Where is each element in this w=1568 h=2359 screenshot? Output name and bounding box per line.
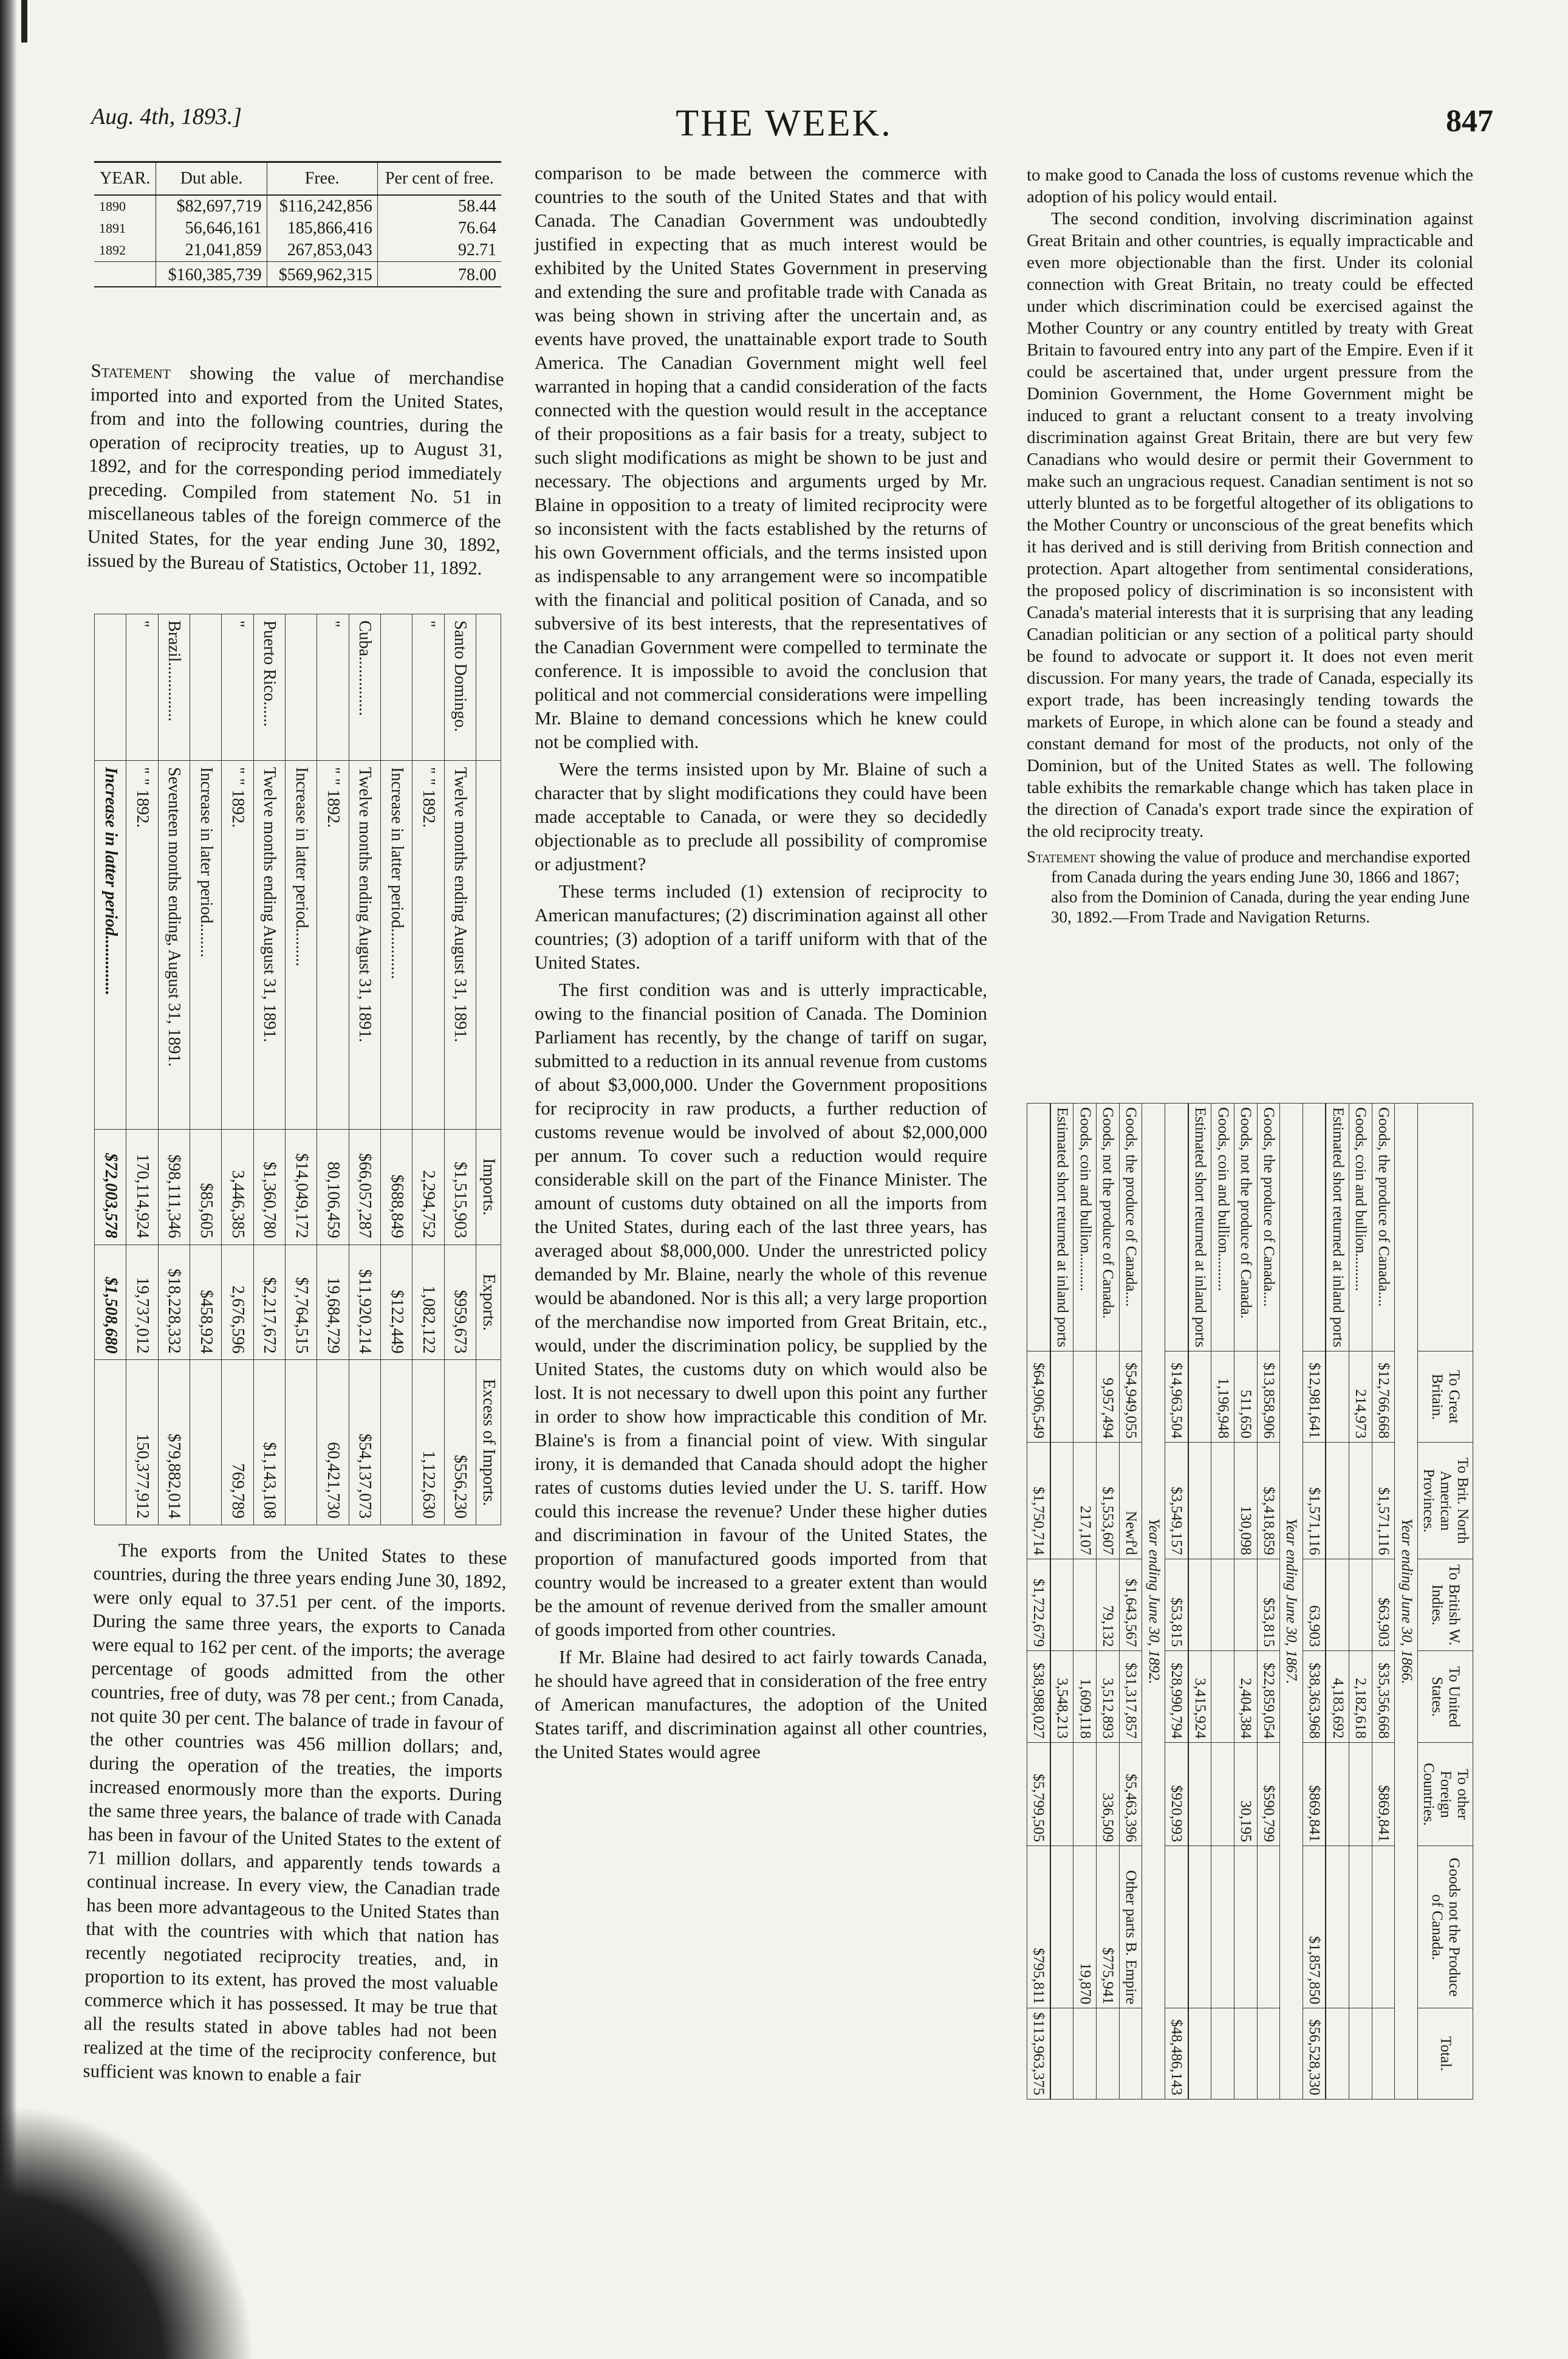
table-row [190,614,222,1525]
page-number: 847 [1446,104,1493,139]
table-cell: $38,988,027 [1027,1651,1050,1743]
table-cell [1326,1743,1349,1846]
table-cell: $35,356,668 [1372,1651,1395,1743]
table-cell [1211,1443,1234,1559]
table-cell: $1,360,780 [253,1129,285,1245]
table-row [1073,1104,1097,2100]
table-cell: $18,228,332 [158,1245,190,1360]
table-cell: 1892 [94,239,156,262]
table-cell: 21,041,859 [156,239,267,262]
paragraph: The exports from the United States to these countries, during the three years ending June 30, 1892, were only equal to 37.51 per cent. of the imports. During the same three years, the exports to Canada were equal to 162 per cent. of the imports; the average percentage of goods admitted from the other countries, free of duty, was 78 per cent.; from Canada, not quite 30 per cent. The balance of trade in favour of the other countries was 456 million dollars; and, during the operation of the treaties, the imports increased enormously more than the exports. During the same three years, the balance of trade with Canada has been in favour of the United States to the extent of 71 million dollars, and apparently tends towards a continual increase. In every view, the Canadian trade has been more advantageous to the United States than that with the countries with which that nation has recently negotiated reciprocity treaties, and, in proportion to its extent, has proved the most valuable commerce which it has possessed. It may be true that all the results stated in above tables had not been realized at the time of the reciprocity conference, but sufficient was known to enable a fair [83,1539,507,2087]
countries-table-rotated [94,614,501,1525]
table-header: To other Foreign Countries. [1418,1743,1473,1846]
table-cell: Estimated short returned at inland ports [1326,1104,1349,1351]
table-cell: $869,841 [1372,1743,1395,1846]
table-cell [1326,1846,1349,2008]
table-cell: $13,858,906 [1257,1351,1280,1443]
column-1-body [83,1537,507,2091]
table-total-row [1303,1104,1326,2100]
table-cell: $775,941 [1097,1846,1120,2008]
years-table-header: YEAR. [94,162,156,196]
table-cell: 511,650 [1234,1351,1257,1443]
table-row [1257,1104,1280,2100]
table-cell: $98,111,346 [158,1129,190,1245]
table-cell: $869,841 [1303,1743,1326,1846]
table-cell [1349,2008,1372,2100]
paragraph: The second condition, involving discrimination against Great Britain and other countries, is equally impracticable and even more objectionable than the first. Under its colonial connection with Great Britain, no treaty could be effected under which discrimination could be exercised against the Mother Country or any country entitled by treaty with Great Britain to favoured entry into any part of the Empire. Even if it could be ascertained that, under urgent pressure from the Dominion Government, the Home Government might be induced to grant a reluctant consent to a treaty involving discrimination against Great Britain, there are but very few Canadians who would desire or permit their Government to make such an ungracious request. Canadian sentiment is not so utterly blunted as to be forgetful altogether of its obligations to the Mother Country or unconscious of the great benefits which it has derived and is still deriving from British connection and protection. Apart altogether from sentimental considerations, the proposed policy of discrimination is so inconsistent with Canada's material interests that it is surprising that any leading Canadian politician or any section of a political party should be found to advocate or support it. It does not even merit discussion. For many years, the trade of Canada, especially its export trade, has been increasingly tending towards the markets of Europe, in which alone can be found a steady and constant demand for most of the products, not only of the Dominion, but of the United States as well. The following table exhibits the remarkable change which has taken place in the direction of Canada's export trade since the expiration of the old reciprocity treaty. [1027,209,1473,841]
table-cell: 3,512,893 [1097,1651,1120,1743]
table-row [317,614,349,1525]
table-cell: 80,106,459 [317,1129,349,1245]
table-cell: 336,509 [1097,1743,1120,1846]
table-cell: $38,363,968 [1303,1651,1326,1743]
table-cell [286,614,317,761]
table-cell [1326,1559,1349,1650]
table-total-row [1165,1104,1188,2100]
caption-lead: Statement [1027,848,1096,866]
table-cell: 1,082,122 [413,1245,444,1360]
table-row [1188,1104,1211,2100]
table-cell: $54,137,073 [349,1360,380,1525]
table-cell [1050,1351,1073,1443]
table-cell: Increase in latter period.............. [95,761,126,1129]
column-3 [1027,164,1473,927]
table-cell: $72,003,578 [95,1129,126,1245]
table-row [94,195,501,218]
table-cell: 2,676,596 [222,1245,253,1360]
table-cell: $5,799,505 [1027,1743,1050,1846]
table-cell [1211,1846,1234,2008]
table-cell: Goods, coin and bullion.......... [1073,1104,1097,1351]
table-cell: $1,571,116 [1372,1443,1395,1559]
table-row [381,614,413,1525]
table-cell: Other parts B. Empire [1119,1846,1142,2008]
statement-caption-2 [1027,847,1473,927]
table-cell: $959,673 [444,1245,476,1360]
table-cell: $113,963,375 [1027,2008,1050,2100]
table-cell: " " 1892. [317,761,349,1129]
table-cell: 79,132 [1097,1559,1120,1650]
table-row [1211,1104,1234,2100]
table-cell: $1,553,607 [1097,1443,1120,1559]
table-cell: $3,549,157 [1165,1443,1188,1559]
table-row [1097,1104,1120,2100]
table-cell: $556,230 [444,1360,476,1525]
table-cell: Cuba.............. [349,614,380,761]
table-cell [1326,2008,1349,2100]
table-cell [1073,2008,1097,2100]
table-cell [1326,1351,1349,1443]
table-cell: 267,853,043 [267,239,377,262]
table-cell: $1,857,850 [1303,1846,1326,2008]
table-row [222,614,253,1525]
table-row [94,239,501,262]
table-cell [1234,2008,1257,2100]
page-edge-shadow [0,0,17,2359]
table-row [413,614,444,1525]
table-cell [1165,1104,1188,1351]
countries-table [94,614,501,1525]
table-row [1326,1104,1349,2100]
page-curl-shadow [0,2103,255,2359]
table-cell: 92.71 [458,241,496,259]
table-cell: $1,643,567 [1119,1559,1142,1650]
table-row [126,614,158,1525]
table-cell [1211,2008,1234,2100]
table-header: Exports. [476,1245,501,1360]
table-cell: 78.00 [377,262,501,287]
section-heading: Year ending June 30, 1866. [1395,1104,1418,2100]
canada-exports-table [1027,1103,1473,2100]
table-cell: 4,183,692 [1326,1651,1349,1743]
table-header: Imports. [476,1129,501,1245]
table-cell: $54,949,055 [1119,1351,1142,1443]
table-cell: 76.64 [458,219,496,238]
table-cell: $14,049,172 [286,1129,317,1245]
table-cell: 60,421,730 [317,1360,349,1525]
table-cell [1257,2008,1280,2100]
years-table-header: Dut able. [156,162,267,196]
table-cell: $63,903 [1372,1559,1395,1650]
table-cell: Newf'd [1119,1443,1142,1559]
years-table-header: Per cent of free. [377,162,501,196]
table-cell: Seventeen months ending, August 31, 1891. [158,761,190,1129]
table-header [1418,1104,1473,1351]
table-row [253,614,285,1525]
column-1 [94,161,501,287]
caption-lead: Statement [91,359,171,383]
table-cell: 1890 [94,195,156,218]
table-cell: 217,107 [1073,1443,1097,1559]
table-cell [1050,1743,1073,1846]
table-cell: 1,196,948 [1211,1351,1234,1443]
table-cell: $1,508,680 [95,1245,126,1360]
table-cell: $53,815 [1257,1559,1280,1650]
table-cell [1372,2008,1395,2100]
table-cell: $53,815 [1165,1559,1188,1650]
paragraph: These terms included (1) extension of reciprocity to American manufactures; (2) discrimination against all other countries; (3) adoption of a tariff uniform with that of the United States. [535,881,987,973]
table-cell: $48,486,143 [1165,2008,1188,2100]
table-cell [1027,1104,1050,1351]
table-cell: $1,750,714 [1027,1443,1050,1559]
table-cell: 769,789 [222,1360,253,1525]
paragraph: Were the terms insisted upon by Mr. Blaine of such a character that by slight modifications they could have been made acceptable to Canada, or were they so decidedly objectionable as to preclude all possibility of compromise or adjustment? [535,758,987,874]
table-header: To United States. [1418,1651,1473,1743]
table-header: To Brit. North American Provinces. [1418,1443,1473,1559]
table-row [444,614,476,1525]
table-cell [1188,1443,1211,1559]
table-cell: $795,811 [1027,1846,1050,2008]
section-heading-row [1395,1104,1418,2100]
table-cell [94,262,156,287]
table-cell [381,614,413,761]
table-cell: " " 1892. [222,761,253,1129]
table-cell [1050,1559,1073,1650]
table-cell [1349,1443,1372,1559]
table-cell: $22,859,054 [1257,1651,1280,1743]
table-header [476,614,501,761]
table-cell: 3,415,924 [1188,1651,1211,1743]
table-cell: Puerto Rico...... [253,614,285,761]
table-row [1119,1104,1142,2100]
table-cell: Twelve months ending August 31, 1891. [253,761,285,1129]
table-cell: $64,906,549 [1027,1351,1050,1443]
table-cell: $28,990,794 [1165,1651,1188,1743]
table-cell: $1,515,903 [444,1129,476,1245]
years-table [94,161,501,287]
table-cell: $2,217,672 [253,1245,285,1360]
table-cell [1257,1846,1280,2008]
table-cell [1073,1351,1097,1443]
table-cell: $5,463,396 [1119,1743,1142,1846]
table-cell [1050,1846,1073,2008]
table-cell: Twelve months ending August 31, 1891. [444,761,476,1129]
section-heading-row [1280,1104,1303,2100]
table-header: Excess of Imports. [476,1360,501,1525]
table-cell: Increase in later period........ [190,761,222,1129]
table-cell: 3,548,213 [1050,1651,1073,1743]
section-heading-row [1142,1104,1165,2100]
table-row [286,614,317,1525]
paragraph: comparison to be made between the commerce with countries to the south of the United States and that with Canada. The Canadian Government was undoubtedly justified in expecting that as much interest would be exhibited by the United States Government in preserving and extending the sure and profitable trade with Canada as was being shown in striving after the uncertain and, as events have proved, the unattainable export trade to South America. The Canadian Government might well feel warranted in hoping that a candid consideration of the facts connected with the question would result in the acceptance of their propositions as a fair basis for a treaty, subject to such slight modifications as might be shown to be just and necessary. The objections and arguments urged by Mr. Blaine in opposition to a treaty of limited reciprocity were so inconsistent with the facts established by the returns of his own Government officials, and the terms insisted upon as indispensable to any arrangement were so incompatible with the financial and political position of Canada, and so subversive of its best interests, that the representatives of the Canadian Government were compelled to terminate the conference. It is impossible to avoid the conclusion that political and not commercial considerations were impelling Mr. Blaine to demand concessions which he knew could not be complied with. [535,162,987,752]
paragraph: to make good to Canada the loss of customs revenue which the adoption of his policy would entail. [1027,165,1473,207]
table-cell [190,1360,222,1525]
table-row [94,218,501,239]
table-cell: 2,404,384 [1234,1651,1257,1743]
table-cell: $7,764,515 [286,1245,317,1360]
table-cell: $458,924 [190,1245,222,1360]
years-table-header: Free. [267,162,377,196]
section-heading: Year ending June 30, 1867. [1280,1104,1303,2100]
table-total-row [94,262,501,287]
table-cell [1326,1443,1349,1559]
table-cell [1050,2008,1073,2100]
table-cell [1119,2008,1142,2100]
table-cell: 1,609,118 [1073,1651,1097,1743]
table-cell: $920,993 [1165,1743,1188,1846]
table-cell [95,614,126,761]
table-cell: $14,963,504 [1165,1351,1188,1443]
table-cell: $12,766,668 [1372,1351,1395,1443]
table-cell [1372,1846,1395,2008]
table-cell: Brazil.............. [158,614,190,761]
table-cell [190,614,222,761]
table-cell [1073,1743,1097,1846]
table-cell: $12,981,641 [1303,1351,1326,1443]
table-cell [1349,1846,1372,2008]
canada-exports-table-rotated [1027,1103,1473,2100]
table-cell: Goods, coin and bullion.......... [1349,1104,1372,1351]
table-cell [1188,1351,1211,1443]
table-cell: Twelve months ending August 31, 1891. [349,761,380,1129]
caption-text: showing the value of produce and merchandise exported from Canada during the years ending June 30, 1866 and 1867; also from the Dominion of Canada, during the year ending June 30, 1892.—From Trade and Navigation Returns. [1051,848,1471,926]
table-row [1372,1104,1395,2100]
table-cell [1188,2008,1211,2100]
table-cell: 30,195 [1234,1743,1257,1846]
table-cell: $82,697,719 [156,195,267,218]
table-cell: " [126,614,158,761]
column-2 [535,161,987,1767]
table-header: To British W. Indies. [1418,1559,1473,1650]
table-cell: Goods, not the produce of Canada. [1097,1104,1120,1351]
table-cell: " " 1892. [413,761,444,1129]
table-cell: Santo Domingo. [444,614,476,761]
table-cell: 3,446,385 [222,1129,253,1245]
paragraph: The first condition was and is utterly impracticable, owing to the financial position of Canada. The Dominion Parliament has recently, by the change of tariff on sugar, submitted to a reduction in its annual revenue from customs of about $3,000,000. Under the Government propositions for reciprocity in raw products, a further reduction of customs revenue would be involved of about $2,000,000 per annum. To cover such a reduction would require considerable skill on the part of the Finance Minister. The amount of customs duty obtained on all the imports from the United States, during each of the last three years, has averaged about $8,000,000. Under the unrestricted policy demanded by Mr. Blaine, nearly the whole of this revenue would be abandoned. Nor is this all; a very large proportion of the merchandise now imported from Great Britain, etc., would, under the discrimination policy, be supplied by the United States, the customs duty on which would also be lost. It is not necessary to dwell upon this point any further in order to show how impracticable this condition of Mr. Blaine's is from a financial point of view. With singular irony, it is demanded that Canada should adopt the higher rates of customs duties levied under the U. S. tariff. How could this increase the revenue? Under these higher duties and discrimination in favour of the United States, the proportion of manufactured goods imported from that country would be increased to a greater extent than would be the amount of revenue derived from the smaller amount of goods imported from other countries. [535,979,987,1640]
table-cell: Goods, the produce of Canada.... [1257,1104,1280,1351]
table-cell [1234,1846,1257,2008]
table-cell: 58.44 [458,197,496,216]
table-cell [1211,1743,1234,1846]
table-row [1234,1104,1257,2100]
table-cell: $56,528,330 [1303,2008,1326,2100]
table-cell: 2,182,618 [1349,1651,1372,1743]
table-cell: 1,122,630 [413,1360,444,1525]
issue-date: Aug. 4th, 1893.] [91,104,242,129]
table-cell [1211,1559,1234,1650]
table-cell: $1,571,116 [1303,1443,1326,1559]
table-cell: $116,242,856 [267,195,377,218]
table-cell: $688,849 [381,1129,413,1245]
table-cell [1165,1846,1188,2008]
table-cell [1349,1743,1372,1846]
table-cell: $1,143,108 [253,1360,285,1525]
table-cell: $122,449 [381,1245,413,1360]
table-cell [1349,1559,1372,1650]
table-cell: 63,903 [1303,1559,1326,1650]
table-cell: Goods, not the produce of Canada. [1234,1104,1257,1351]
margin-mark [21,0,27,43]
table-row [95,614,126,1525]
table-cell [1073,1559,1097,1650]
table-cell: 56,646,161 [156,218,267,239]
running-head [0,91,1568,164]
table-row [1349,1104,1372,2100]
table-cell [1188,1559,1211,1650]
table-cell: " " 1892. [126,761,158,1129]
table-header [476,761,501,1129]
table-row [1050,1104,1073,2100]
caption-text: showing the value of merchandise imported into and exported from the United States, from and into the following countries, during the operation of reciprocity treaties, up to August 31, 1892, and for the corresponding period immediately preceding. Compiled from statement No. 51 in miscellaneous tables of the foreign commerce of the United States, for the year ending June 30, 1892, issued by the Bureau of Statistics, October 11, 1892. [86,361,504,579]
table-cell: 170,114,924 [126,1129,158,1245]
table-cell: Estimated short returned at inland ports [1188,1104,1211,1351]
table-cell [1303,1104,1326,1351]
table-cell: " [222,614,253,761]
table-cell: $3,418,859 [1257,1443,1280,1559]
table-cell: $11,920,214 [349,1245,380,1360]
statement-caption-1 [87,359,504,580]
paragraph: If Mr. Blaine had desired to act fairly towards Canada, he should have agreed that in consideration of the free entry of American manufactures, the adoption of the United States tariff, and discrimination against all other countries, the United States would agree [535,1646,987,1762]
table-cell: 19,870 [1073,1846,1097,2008]
table-cell: 150,377,912 [126,1360,158,1525]
table-cell: " [317,614,349,761]
table-cell [1188,1846,1211,2008]
table-cell: 9,957,494 [1097,1351,1120,1443]
table-cell: $79,882,014 [158,1360,190,1525]
table-cell [1097,2008,1120,2100]
section-heading: Year ending June 30, 1892. [1142,1104,1165,2100]
table-cell: $66,057,287 [349,1129,380,1245]
table-cell: 19,737,012 [126,1245,158,1360]
table-cell: " [413,614,444,761]
table-cell [1188,1743,1211,1846]
table-cell: $569,962,315 [267,262,377,287]
table-cell: $160,385,739 [156,262,267,287]
table-cell [95,1360,126,1525]
table-header: Goods not the Produce of Canada. [1418,1846,1473,2008]
table-cell: 185,866,416 [267,218,377,239]
table-cell [381,1360,413,1525]
table-cell: Increase in latter period............ [381,761,413,1129]
table-cell [1211,1651,1234,1743]
table-header: To Great Britain. [1418,1351,1473,1443]
table-cell: 1891 [94,218,156,239]
table-cell [1050,1443,1073,1559]
table-total-row [1027,1104,1050,2100]
table-cell: 2,294,752 [413,1129,444,1245]
table-row [349,614,380,1525]
table-cell: 19,684,729 [317,1245,349,1360]
table-cell: $85,605 [190,1129,222,1245]
table-cell: $31,317,857 [1119,1651,1142,1743]
table-cell: Goods, coin and bullion.......... [1211,1104,1234,1351]
table-cell: $590,799 [1257,1743,1280,1846]
table-cell [286,1360,317,1525]
table-row [158,614,190,1525]
table-cell: Estimated short returned at inland ports [1050,1104,1073,1351]
table-header: Total. [1418,2008,1473,2100]
publication-title: THE WEEK. [676,103,892,144]
table-cell: 214,973 [1349,1351,1372,1443]
table-cell: 130,098 [1234,1443,1257,1559]
table-cell: $1,722,679 [1027,1559,1050,1650]
table-cell: Goods, the produce of Canada.... [1372,1104,1395,1351]
table-cell: Goods, the produce of Canada.... [1119,1104,1142,1351]
table-cell [1234,1559,1257,1650]
table-cell: Increase in latter period......... [286,761,317,1129]
